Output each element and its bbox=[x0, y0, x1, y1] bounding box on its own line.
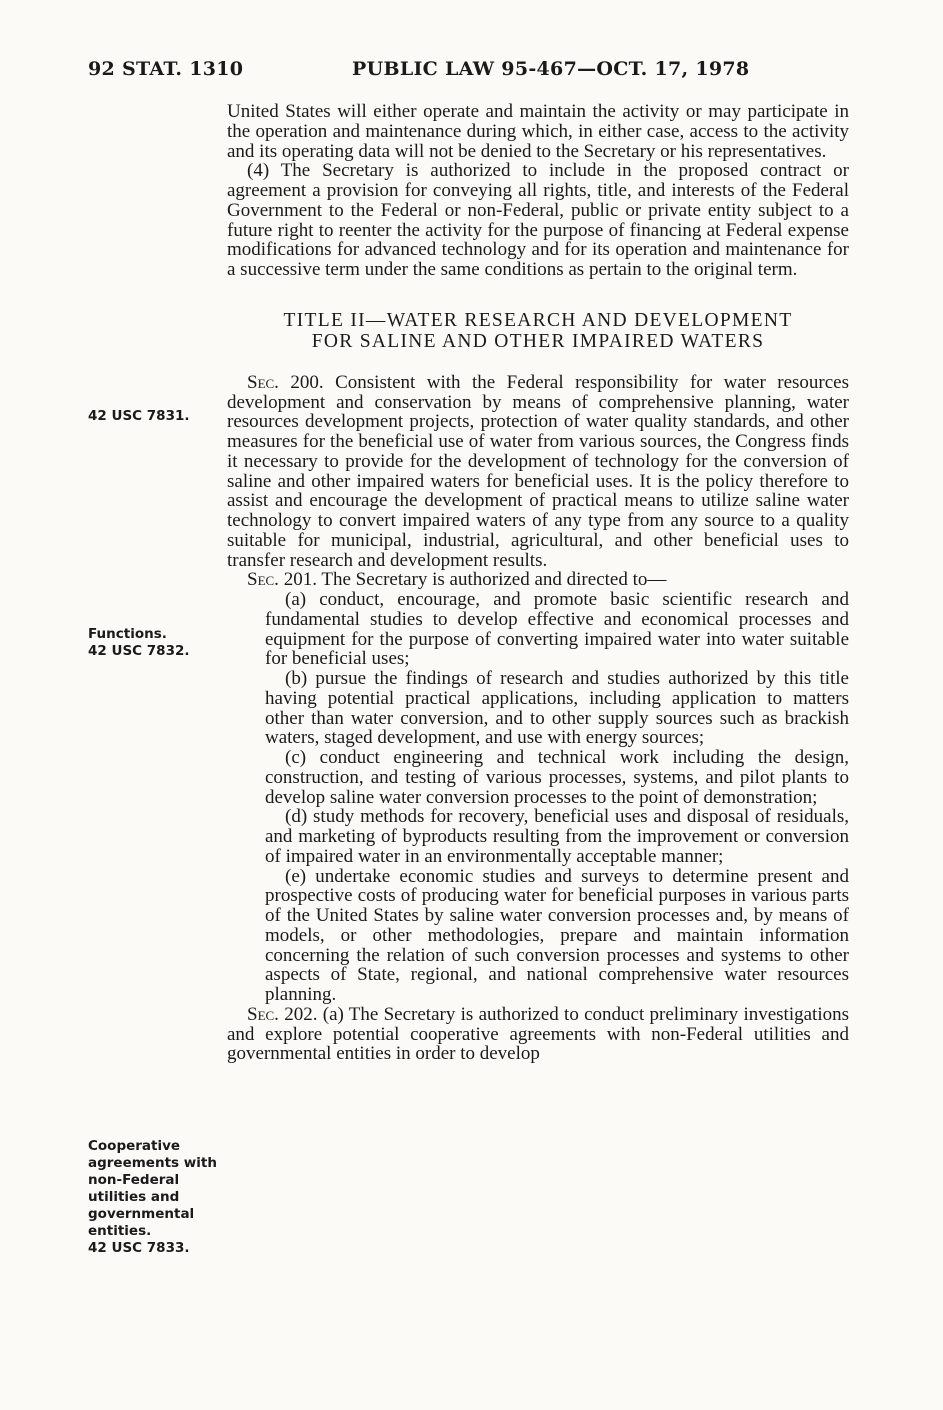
section-label: Sec. bbox=[247, 1003, 279, 1025]
section-200-text: 200. Consistent with the Federal responsibility for water resources development and conservation by means of comprehensive planning, water resources development projects, protection of water quality standards, and other measures for the beneficial use of water from various sources, the Congress finds it necessary to provide for the development of technology for the conversion of saline and other impaired waters for beneficial uses. It is the policy therefore to assist and encourage the development of practical means to utilize saline water technology to convert impaired waters of any type from any source to a quality suitable for municipal, industrial, agricultural, and other beneficial uses to transfer research and development results. bbox=[227, 371, 849, 571]
title-heading-line-2: FOR SALINE AND OTHER IMPAIRED WATERS bbox=[311, 330, 765, 352]
margin-note-functions bbox=[88, 626, 189, 660]
section-202 bbox=[227, 1005, 849, 1064]
margin-note-cooperative-agreements bbox=[88, 1138, 217, 1257]
section-201-item-a: (a) conduct, encourage, and promote basic scientific research and fundamental studies to develop effective and economical processes and equipment for the purpose of converting impaired water into water suitable for beneficial uses; bbox=[265, 589, 849, 670]
page-number-header: 92 STAT. 1310 bbox=[88, 58, 244, 80]
section-200 bbox=[227, 373, 849, 571]
running-title-header: PUBLIC LAW 95-467—OCT. 17, 1978 bbox=[352, 58, 750, 80]
margin-note-line: non-Federal bbox=[88, 1172, 180, 1188]
margin-note-line: Functions. bbox=[88, 626, 167, 642]
margin-note-line: entities. bbox=[88, 1223, 152, 1239]
paragraph-4: (4) The Secretary is authorized to include in the proposed contract or agreement a provision for conveying all rights, title, and interests of the Federal Government to the Federal or non-Federal, public or private entity subject to a future right to reenter the activity for the purpose of financing at Federal expense modifications for advanced technology and for its operation and maintenance for a successive term under the same conditions as pertain to the original term. bbox=[227, 160, 849, 280]
margin-note-line: governmental bbox=[88, 1206, 195, 1222]
margin-note-line: 42 USC 7833. bbox=[88, 1240, 190, 1256]
margin-note-line: 42 USC 7831. bbox=[88, 408, 190, 424]
section-201 bbox=[227, 570, 849, 590]
margin-note-line: 42 USC 7832. bbox=[88, 643, 190, 659]
margin-note-line: Cooperative bbox=[88, 1138, 181, 1154]
section-201-item-d: (d) study methods for recovery, beneficial uses and disposal of residuals, and marketing of byproducts resulting from the improvement or conversion of impaired water in an environmentally acceptable manner; bbox=[265, 806, 849, 867]
section-202-text: 202. (a) The Secretary is authorized to conduct preliminary investigations and explore potential cooperative agreements with non-Federal utilities and governmental entities in order to develop bbox=[227, 1003, 849, 1065]
section-201-text: 201. The Secretary is authorized and directed to— bbox=[278, 569, 667, 591]
section-201-item-e: (e) undertake economic studies and surveys to determine present and prospective costs of producing water for beneficial purposes in various parts of the United States by saline water conversion processes and, by means of models, or other methodologies, prepare and maintain information concerning the relation of such conversion processes and systems to other aspects of State, regional, and national comprehensive water resources planning. bbox=[265, 865, 849, 1005]
margin-note-line: utilities and bbox=[88, 1189, 180, 1205]
main-text-column bbox=[227, 102, 849, 1064]
section-label: Sec. bbox=[247, 371, 279, 393]
section-201-item-c: (c) conduct engineering and technical work including the design, construction, and testing of various processes, systems, and pilot plants to develop saline water conversion processes to the point of demonstration; bbox=[265, 747, 849, 808]
section-201-item-b: (b) pursue the findings of research and studies authorized by this title having potential practical applications, including application to matters other than water conversion, and to other supply sources such as brackish waters, staged development, and use with energy sources; bbox=[265, 668, 849, 749]
margin-note-line: agreements with bbox=[88, 1155, 217, 1171]
title-heading bbox=[227, 310, 849, 352]
margin-note-usc-7831 bbox=[88, 408, 189, 425]
section-label: Sec. bbox=[247, 569, 279, 591]
title-heading-line-1: TITLE II—WATER RESEARCH AND DEVELOPMENT bbox=[283, 309, 793, 331]
continuation-paragraph: United States will either operate and maintain the activity or may participate in the operation and maintenance during which, in either case, access to the activity and its operating data will not be denied to the Secretary or his representatives. bbox=[227, 101, 849, 162]
